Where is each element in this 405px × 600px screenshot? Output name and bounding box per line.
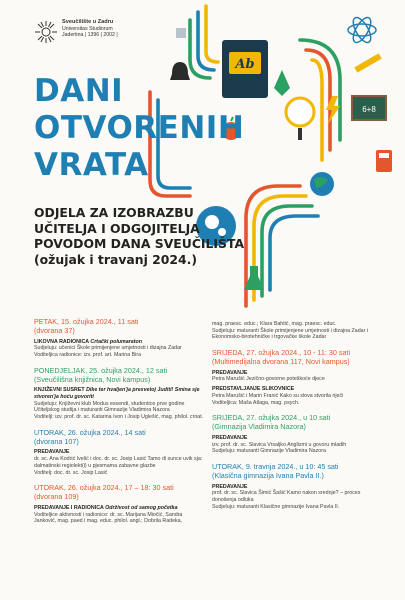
event-detail-line: mag. praesc. educ.; Klara Bahtić, mag. praesc. educ. <box>212 321 337 327</box>
event-venue: (Gimnazija Vladimira Nazora) <box>212 422 306 432</box>
event-heading <box>34 449 204 456</box>
event-detail-line: Sudjeluju: maturanti Gimnazije Vladimira Nazora <box>212 448 326 455</box>
event-type: LIKOVNA RADIONICA <box>34 338 89 345</box>
event-heading <box>34 387 204 400</box>
event-date: SRIJEDA, 27. ožujka 2024., u 10 sati <box>212 413 331 423</box>
calculator-icon <box>376 150 392 172</box>
event-detail-line: Voditeljica radionice: izv. prof. art. Marina Bira <box>34 352 142 358</box>
event-venue: (Multimedijalna dvorana 117, Novi kampus) <box>212 356 350 366</box>
pencil-icon <box>354 53 381 72</box>
lightning-icon <box>326 96 340 124</box>
event-item <box>34 367 204 421</box>
event-detail-line: izv. prof. dr. sc. Slavica Vrsaljko Anglizmi u govoru mladih <box>212 441 347 448</box>
event-block <box>34 449 204 476</box>
event-item <box>34 484 204 525</box>
event-detail-line: Voditelj: doc. dr. sc. Josip Lasić <box>34 469 108 476</box>
event-heading <box>212 386 380 393</box>
title-line-3: VRATA <box>34 147 149 183</box>
event-title: Održivost od samog početka <box>105 504 178 511</box>
logo-line-3: Jadertina | 1396 | 2002 | <box>62 32 118 38</box>
event-block <box>212 484 380 511</box>
atom-icon <box>348 15 376 45</box>
event-title: Dike ter hvaljen'ja presvetoj Juditi! Smina sje stvoren'ja hoću govoriti <box>34 387 200 400</box>
event-date: SRIJEDA, 27. ožujka 2024., 10 - 11: 30 sati <box>212 348 351 358</box>
event-detail-line: dr. sc. Ana Kodrić Ivelić i doc. dr. sc. Josip Lasić Tamo di sunce uvik sja: dalmatinski regiolekt(i) u pjesmama zabavne glazbe <box>34 456 203 469</box>
event-heading <box>34 505 204 512</box>
globe-icon <box>310 172 334 196</box>
event-venue: (Klasična gimnazija Ivana Pavla II.) <box>212 470 324 480</box>
subtitle-line-1: ODJELA ZA IZOBRAZBU <box>34 205 194 220</box>
subtitle-line-4: (ožujak i travanj 2024.) <box>34 251 198 267</box>
subtitle-line-2: UČITELJA I ODGOJITELJA <box>34 220 200 236</box>
event-item <box>212 321 380 341</box>
event-block <box>212 386 380 406</box>
program-right-column <box>212 318 380 518</box>
event-block <box>212 435 380 455</box>
event-venue: (dvorana 37) <box>34 325 75 335</box>
event-date: UTORAK, 26. ožujka 2024., 17 – 18: 30 sati <box>34 483 174 493</box>
event-heading <box>212 435 380 442</box>
event-item <box>212 414 380 455</box>
event-date: UTORAK, 9. travnja 2024., u 10: 45 sati <box>212 461 339 471</box>
event-detail-line: Sudjeluju: Književni klub Modus essendi, studentice prve godine Učiteljskog studija i maturanti Gimnazije Vladimira Nazora <box>34 400 185 414</box>
event-title: Crtački polumaraton <box>90 338 142 345</box>
event-type: PREDAVANJE <box>34 449 70 456</box>
event-date: UTORAK, 26. ožujka 2024., 14 sati <box>34 427 146 437</box>
event-detail-line: Voditeljice aktivnosti i radionice: dr. sc. Marijana Miočić, Sandra Janković, mag. paed i mag. educ. philol. angl.; Dobrila Radeka, <box>34 511 183 525</box>
logo-line-2: Universitas Studiorum <box>62 25 113 32</box>
event-detail-line: prof. dr. sc. Slavica Šimić Šašić Kamo nakon srednje? – proces donošenja odluka <box>212 490 361 503</box>
puzzle-icon <box>176 28 186 38</box>
program-left-column <box>34 318 204 533</box>
main-title <box>34 73 244 184</box>
logo-line-1: Sveučilište u Zadru <box>62 19 114 25</box>
event-venue: (Sveučilišna knjižnica, Novi kampus) <box>34 374 151 384</box>
event-date: PETAK, 15. ožujka 2024., 11 sati <box>34 317 139 326</box>
event-detail-line: Sudjeluju: maturanti Klasične gimnazije Ivana Pavla II. <box>212 503 340 510</box>
event-item <box>34 318 204 359</box>
chalkboard-icon <box>352 96 386 120</box>
event-type: PREDAVANJE <box>212 434 248 441</box>
event-date: PONEDJELJAK, 25. ožujka 2024., 12 sati <box>34 365 168 375</box>
pen-nib-icon <box>274 70 290 96</box>
event-block <box>34 387 204 421</box>
event-item <box>212 349 380 406</box>
subtitle-line-3: POVODOM DANA SVEUČILIŠTA <box>34 236 245 251</box>
event-block <box>34 339 204 359</box>
light-bulb-icon <box>286 98 314 140</box>
event-venue: (dvorana 109) <box>34 492 79 502</box>
event-type: PREDAVANJE I RADIONICA <box>34 504 104 511</box>
title-line-2: OTVORENIH <box>34 110 245 146</box>
board-label: 6+8 <box>362 105 376 114</box>
event-detail-line: Voditeljica: Maša Atlaga, mag. psych. <box>212 399 300 406</box>
event-type: PREDAVANJE <box>212 369 248 376</box>
event-detail-line: Petra Marušić Jezično-govorne poteškoće djece <box>212 376 325 383</box>
event-type: PREDAVANJE <box>212 483 248 490</box>
event-detail-line: Sudjeluju: maturanti Škole primijenjene umjetnosti i dizajna Zadar i Ekonomsko-birotehničke i trgovačke škole Zadar <box>212 327 369 341</box>
event-detail-line: Voditelji: izv. prof. dr. sc. Katarina Ivon i Josip Uglešić, mag. philol. croat. <box>34 414 204 421</box>
subtitle <box>34 205 244 267</box>
event-type: PREDSTAVLJANJE SLIKOVNICE <box>212 386 295 393</box>
book-label: Ab <box>235 57 255 72</box>
event-item <box>34 429 204 476</box>
title-line-1: DANI <box>34 73 124 109</box>
event-type: KNJIŽEVNI SUSRET <box>34 387 85 394</box>
event-item <box>212 463 380 510</box>
event-venue: (dvorana 107) <box>34 436 79 446</box>
event-detail-line: Petra Marušić i Marin Franić Kako su slova stvorila riječi <box>212 392 344 399</box>
event-heading <box>212 370 380 377</box>
event-block <box>34 505 204 525</box>
event-block <box>212 321 380 341</box>
event-block <box>212 370 380 383</box>
event-detail-line: Sudjeluju: učenici Škole primijenjene umjetnosti i dizajna Zadar <box>34 345 182 352</box>
